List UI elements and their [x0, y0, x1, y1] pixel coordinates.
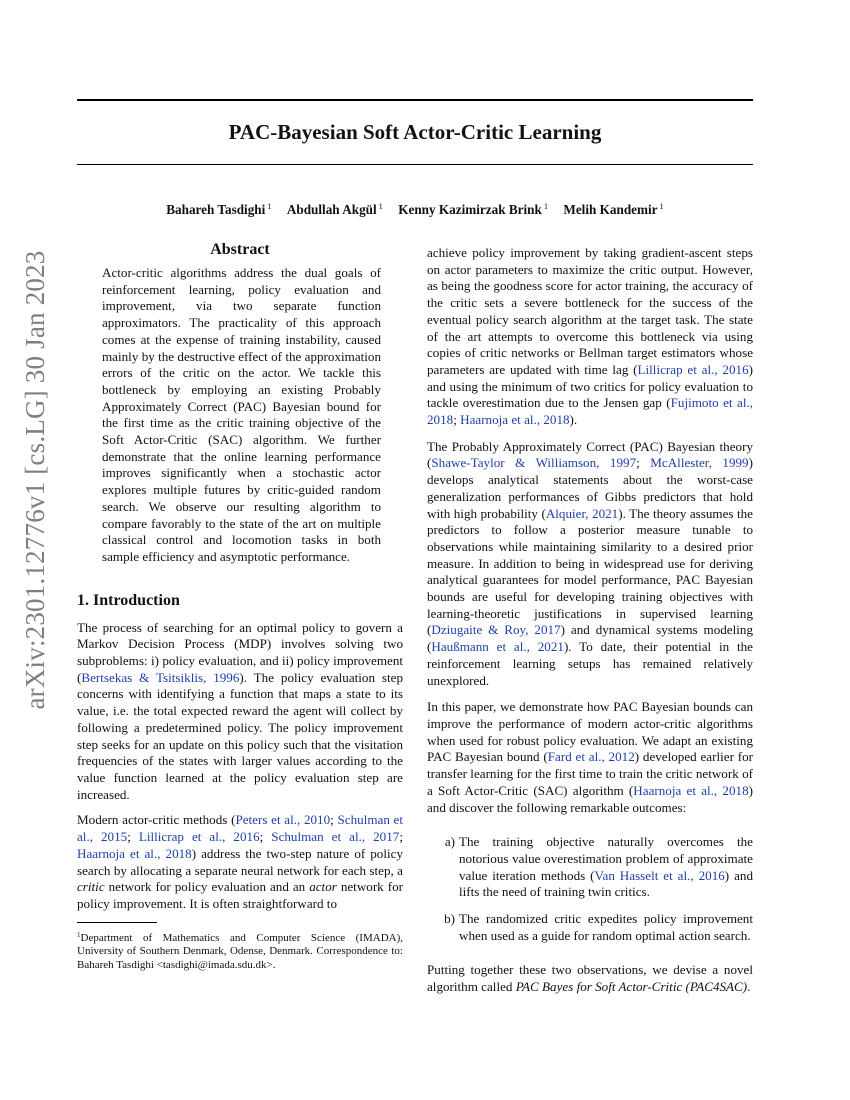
body-text: ) address the two-step nature of policy search by allocating a separate neural network for each step, a	[77, 845, 403, 878]
author: Melih Kandemir $^1$	[563, 201, 664, 217]
body-text: The randomized critic expedites policy improvement when used as a guide for random optimal action search.	[459, 911, 753, 943]
body-text: In this paper, we demonstrate how PAC Bayesian bounds can improve the performance of modern actor-critic algorithms when used for robust policy evaluation. We adapt an existing PAC Bayesian bound (	[427, 699, 753, 765]
intro-paragraph-2	[77, 812, 403, 912]
body-text: ;	[453, 412, 461, 428]
left-column	[77, 238, 403, 972]
emphasis-text: actor	[309, 879, 337, 895]
section-heading-introduction: 1. Introduction	[77, 591, 180, 609]
intro-paragraph-4	[427, 439, 753, 690]
citation-link[interactable]: Lillicrap et al., 2016	[138, 829, 260, 845]
body-text: ;	[636, 455, 651, 471]
list-label: b)	[444, 911, 455, 927]
citation-link[interactable]: Shawe-Taylor & Williamson, 1997	[431, 455, 637, 471]
paper-title: PAC-Bayesian Soft Actor-Critic Learning	[228, 120, 602, 144]
citation-link[interactable]: Fujimoto et al., 2018	[427, 395, 754, 428]
body-text: ). The policy evaluation step concerns with identifying a function that maps a state to its value, i.e. the total expected reward the agent will collect by following a predetermined policy. The policy improvement step seeks for an update on this policy such that the visitation frequencies of the states with larger values according to the value function learned at the policy evaluation step are increased.	[77, 669, 403, 802]
list-item	[427, 911, 753, 944]
citation-link[interactable]: Haarnoja et al., 2018	[77, 845, 192, 861]
emphasis-text: critic	[77, 879, 105, 895]
body-text: ) developed earlier for transfer learning for the first time to train the critic network of a Soft Actor-Critic (SAC) algorithm (	[427, 749, 753, 798]
body-text: ) and lifts the need of training twin critics.	[459, 867, 753, 900]
list-text	[459, 911, 753, 944]
citation-link[interactable]: Schulman et al., 2017	[271, 829, 400, 845]
citation-link[interactable]: Peters et al., 2010	[235, 812, 331, 828]
intro-paragraph-5	[427, 699, 753, 816]
title-rule-top	[77, 99, 753, 101]
citation-link[interactable]: Van Hasselt et al., 2016	[594, 867, 725, 883]
body-text: network for policy improvement. It is often straightforward to	[77, 879, 403, 911]
citation-link[interactable]: Dziugaite & Roy, 2017	[431, 622, 561, 638]
intro-paragraph-1	[77, 620, 403, 804]
author: Bahareh Tasdighi $^1$	[166, 201, 272, 217]
author: Abdullah Akgül $^1$	[286, 201, 383, 217]
body-text: ) and using the minimum of two critics for policy evaluation to tackle overestimation due to the Jensen gap (	[427, 361, 753, 411]
title-rule-bottom	[77, 164, 753, 165]
body-text: ). The theory assumes the predictors to follow a posterior measure tunable to observations while maintaining similarity to a desired prior measure. In addition to being in widespread use for deriving analytical guarantees for model performance, PAC Bayesian bounds are useful for developing training objectives with learning-theoretic justifications in supervised learning (	[427, 505, 753, 638]
list-text	[459, 834, 753, 901]
body-text: .	[747, 979, 751, 995]
body-text: network for policy evaluation and an	[104, 879, 310, 895]
citation-link[interactable]: Lillicrap et al., 2016	[637, 361, 749, 377]
list-item	[427, 834, 753, 901]
body-text: ). To date, their potential in the reinforcement learning setups has remained relatively unexplored.	[427, 639, 753, 688]
citation-link[interactable]: Bertsekas & Tsitsiklis, 1996	[81, 669, 240, 685]
emphasis-text: PAC Bayes for Soft Actor-Critic (PAC4SAC)	[515, 979, 748, 995]
abstract-heading: Abstract	[210, 241, 270, 258]
body-text: ) and dynamical systems modeling (	[427, 622, 753, 655]
citation-link[interactable]: Haarnoja et al., 2018	[633, 782, 749, 798]
intro-paragraph-3	[427, 245, 753, 429]
body-text: ;	[399, 829, 403, 845]
body-text: Modern actor-critic methods (	[77, 812, 236, 828]
footnote-affiliation: $^1$Department of Mathematics and Computer Science (IMADA), University of Southern Denmark, Odense, Denmark. Correspondence to: Bahareh Tasdighi <tasdighi@imada.sdu.dk>.	[77, 930, 403, 971]
body-text: The training objective naturally overcomes the notorious value overestimation problem of approximate value iteration methods (	[459, 834, 753, 883]
body-text: The process of searching for an optimal policy to govern a Markov Decision Process (MDP) involves solving two subproblems: i) policy evaluation, and ii) policy improvement (	[77, 619, 403, 685]
body-text: ;	[127, 829, 139, 845]
citation-link[interactable]: Schulman et al., 2015	[77, 812, 404, 845]
body-text: ).	[569, 412, 578, 428]
citation-link[interactable]: Haußmann et al., 2021	[431, 639, 564, 655]
body-text: The Probably Approximately Correct (PAC) Bayesian theory (	[427, 438, 753, 471]
arxiv-sidebar	[0, 0, 60, 1100]
author-list	[77, 197, 753, 219]
intro-paragraph-6	[427, 962, 753, 995]
author: Kenny Kazimirzak Brink $^1$	[398, 201, 549, 217]
citation-link[interactable]: Haarnoja et al., 2018	[460, 412, 570, 428]
right-column	[427, 245, 753, 996]
body-text: ;	[259, 829, 272, 845]
citation-link[interactable]: Fard et al., 2012	[547, 749, 635, 765]
arxiv-identifier: arXiv:2301.12776v1 [cs.LG] 30 Jan 2023	[20, 250, 50, 710]
list-label: a)	[444, 834, 455, 850]
body-text: achieve policy improvement by taking gradient-ascent steps on actor parameters to maximize the critic output. However, as being the goodness score for actor training, the accuracy of the critic sets a severe bottleneck for the success of the eventual policy search algorithm at the target task. The state of the art attempts to overcome this bottleneck via using copies of critic networks or Bellman target estimators whose parameters are updated with time lag (	[427, 245, 753, 377]
citation-link[interactable]: McAllester, 1999	[650, 455, 749, 471]
body-text: ) and discover the following remarkable outcomes:	[427, 782, 753, 815]
citation-link[interactable]: Alquier, 2021	[545, 505, 619, 521]
body-text: ;	[330, 812, 338, 828]
abstract-text: Actor-critic algorithms address the dual goals of reinforcement learning, policy evaluation and improvement, via two separate function approximators. The practicality of this approach comes at the expense of training instability, caused mainly by the destructive effect of the approximation errors of the critic on the actor. We tackle this bottleneck by employing an existing Probably Approximately Correct (PAC) Bayesian bound for the first time as the critic training objective of the Soft Actor-Critic (SAC) algorithm. We further demonstrate that the online learning performance improves significantly when a stochastic actor explores multiple futures by critic-guided random search. We observe our resulting algorithm to compare favorably to the state of the art on multiple classical control and locomotion tasks in both sample efficiency and asymptotic performance.	[102, 265, 381, 564]
body-text: ) develops analytical statements about the worst-case generalization performances of Gibbs predictors that hold with high probability (	[427, 455, 753, 521]
body-text: Putting together these two observations, we devise a novel algorithm called	[427, 962, 753, 995]
